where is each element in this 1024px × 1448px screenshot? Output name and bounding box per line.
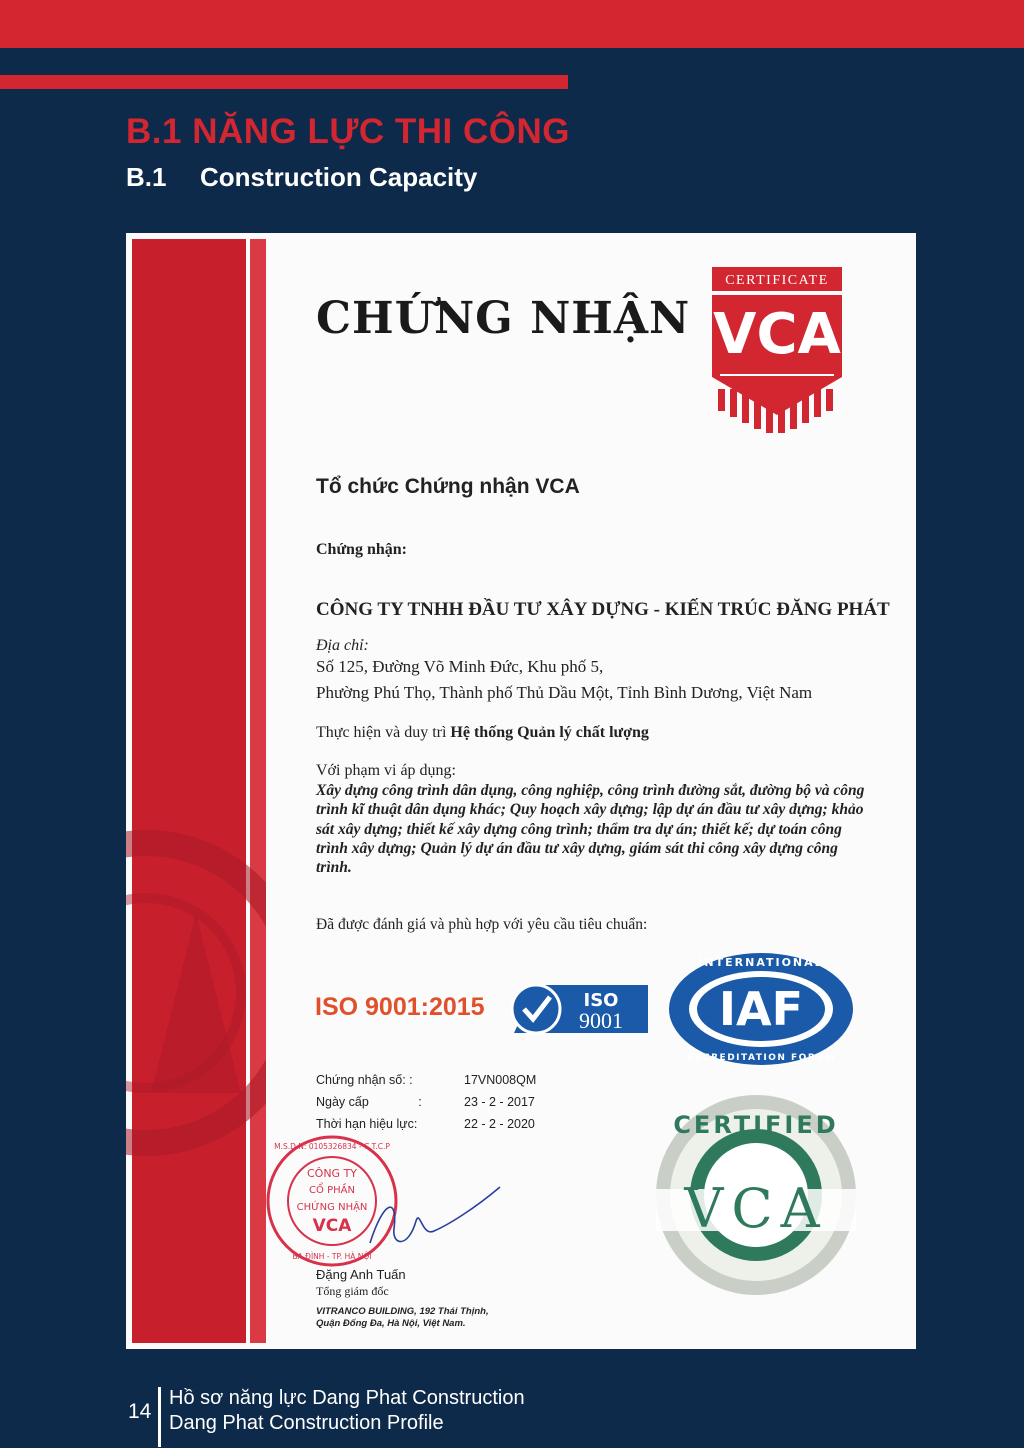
detail-row [316,1117,535,1131]
signature-icon [364,1179,504,1259]
detail-label: Chứng nhận số: : [316,1073,413,1087]
iso-badge-bottom: 9001 [579,1008,623,1033]
system-name: Hệ thống Quản lý chất lượng [450,724,649,741]
iaf-badge-main: IAF [718,982,804,1036]
stamp-line-4: VCA [312,1216,352,1236]
top-red-band [0,0,1024,48]
section-title-en [126,162,477,193]
stamp-line-2: CỔ PHẦN [309,1185,355,1196]
section-title-en-text: Construction Capacity [200,162,478,192]
management-system [316,724,649,742]
detail-value: 17VN008QM [464,1073,537,1087]
detail-value: 23 - 2 - 2017 [464,1095,535,1109]
iaf-ring-top: INTERNATIONAL [698,956,824,969]
vca-certificate-logo [710,265,844,437]
issuer-address-line-2: Quận Đống Đa, Hà Nội, Việt Nam. [316,1318,466,1329]
detail-label: Ngày cấp : [316,1095,422,1109]
signer-name: Đặng Anh Tuấn [316,1267,406,1282]
footer-title-en: Dang Phat Construction Profile [169,1412,444,1434]
iaf-ring-bottom: ACCREDITATION FORUM [686,1053,836,1063]
vca-logo-main-text: VCA [713,302,841,367]
vca-logo-top-text: CERTIFICATE [725,273,829,288]
address-line-2: Phường Phú Thọ, Thành phố Thủ Dầu Một, Tỉnh Bình Dương, Việt Nam [316,683,813,702]
scope-label: Với phạm vi áp dụng: [316,762,456,779]
detail-label: Thời hạn hiệu lực: [316,1117,418,1131]
section-number: B.1 [126,162,167,192]
section-title-vn: B.1 NĂNG LỰC THI CÔNG [126,112,570,151]
seal-ring-text: CERTIFIED [673,1111,839,1139]
certificate-title: CHỨNG NHẬN [316,293,691,344]
signer-title: Tổng giám đốc [316,1284,389,1298]
seal-main-text: VCA [684,1177,828,1240]
stamp-line-3: CHỨNG NHẬN [296,1202,368,1213]
footer-divider [158,1387,161,1447]
iso-standard: ISO 9001:2015 [315,993,485,1021]
system-prefix: Thực hiện và duy trì [316,724,447,741]
detail-value: 22 - 2 - 2020 [464,1117,535,1131]
detail-row [316,1095,535,1109]
stamp-line-1: CÔNG TY [306,1167,358,1180]
iso-badge-top: ISO [583,990,619,1011]
stamp-ring-top: M.S.D.N: 0105326834 - C.T.C.P [274,1142,390,1151]
issuer-address [316,1306,556,1330]
stripe-watermark-icon [126,793,266,1293]
iaf-badge-icon [666,950,856,1068]
stamp-ring-bottom: BA ĐÌNH - TP. HÀ NỘI [292,1252,372,1261]
footer-title-vn: Hồ sơ năng lực Dang Phat Construction [169,1387,525,1409]
certified-vca-seal-icon [646,1089,866,1301]
address-label: Địa chỉ: [316,637,369,654]
issuer-address-line-1: VITRANCO BUILDING, 192 Thái Thịnh, [316,1306,489,1317]
evaluation-statement: Đã được đánh giá và phù hợp với yêu cầu tiêu chuẩn: [316,916,648,933]
header-accent-bar [0,75,568,89]
iso-9001-badge-icon [506,981,648,1037]
certificate-image [126,233,916,1349]
page-number: 14 [128,1400,152,1423]
detail-row [316,1073,536,1087]
company-name: CÔNG TY TNHH ĐẦU TƯ XÂY DỰNG - KIẾN TRÚC ĐĂNG PHÁT [316,599,890,620]
scope-text: Xây dựng công trình dân dụng, công nghiệp, công trình đường sắt, đường bộ và công trình kĩ thuật dân dụng khác; Quy hoạch xây dựng; lập dự án đầu tư xây dựng; khảo sát xây dựng; thiết kế xây dựng công trình; thẩm tra dự án; thiết kế; dự toán công trình xây dựng; Quản lý dự án đầu tư xây dựng, giám sát thi công xây dựng công trình. [316,782,865,877]
certify-label: Chứng nhận: [316,541,407,558]
address-line-1: Số 125, Đường Võ Minh Đức, Khu phố 5, [316,657,604,676]
certification-organization: Tổ chức Chứng nhận VCA [316,475,580,498]
